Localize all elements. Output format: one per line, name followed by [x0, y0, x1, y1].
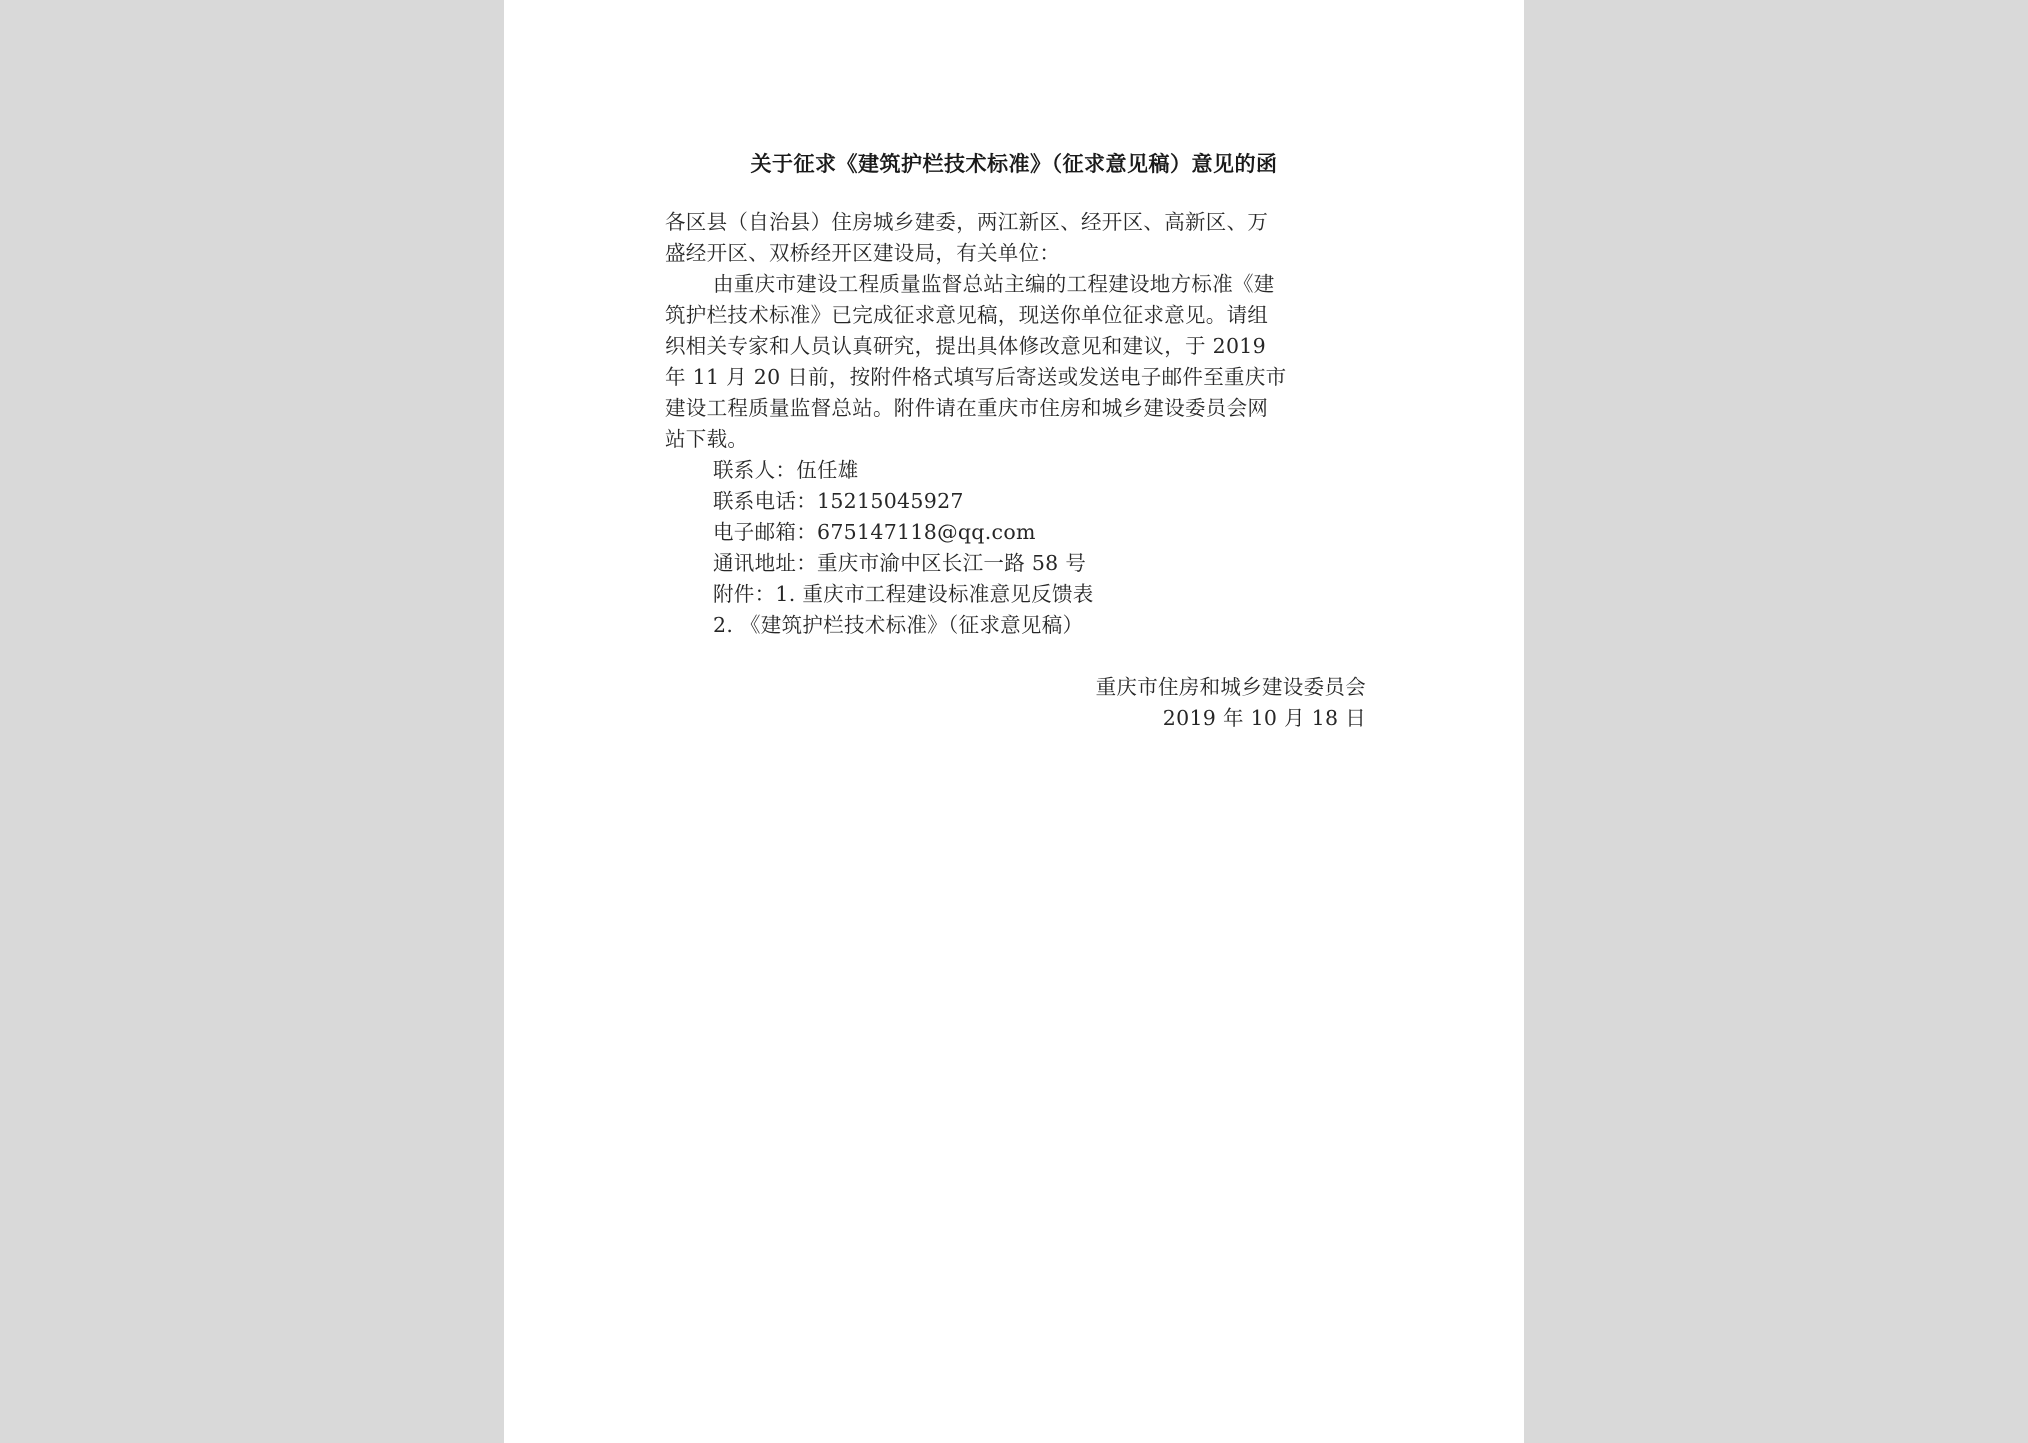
- body-line: 年 11 月 20 日前，按附件格式填写后寄送或发送电子邮件至重庆市: [665, 365, 1287, 389]
- contact-email: 电子邮箱：675147118@qq.com: [713, 520, 1036, 544]
- signature-date: 2019 年 10 月 18 日: [1162, 706, 1366, 730]
- salutation-line: 盛经开区、双桥经开区建设局，有关单位：: [665, 241, 1061, 265]
- document-page: [504, 0, 1524, 1443]
- attachment-item: 2. 《建筑护栏技术标准》（征求意见稿）: [713, 613, 1084, 637]
- document-title: 关于征求《建筑护栏技术标准》（征求意见稿）意见的函: [750, 151, 1278, 176]
- contact-phone: 联系电话：15215045927: [713, 489, 964, 513]
- body-line: 由重庆市建设工程质量监督总站主编的工程建设地方标准《建: [713, 272, 1275, 296]
- contact-address: 通讯地址：重庆市渝中区长江一路 58 号: [713, 551, 1087, 575]
- body-line: 筑护栏技术标准》已完成征求意见稿，现送你单位征求意见。请组: [665, 303, 1269, 327]
- body-line: 织相关专家和人员认真研究，提出具体修改意见和建议，于 2019: [665, 334, 1266, 358]
- contact-person: 联系人：伍任雄: [713, 458, 859, 482]
- body-line: 站下载。: [665, 427, 749, 451]
- attachment-item: 附件：1. 重庆市工程建设标准意见反馈表: [713, 582, 1094, 606]
- salutation-line: 各区县（自治县）住房城乡建委，两江新区、经开区、高新区、万: [665, 210, 1269, 234]
- signature-organization: 重庆市住房和城乡建设委员会: [1095, 675, 1366, 699]
- body-line: 建设工程质量监督总站。附件请在重庆市住房和城乡建设委员会网: [665, 396, 1269, 420]
